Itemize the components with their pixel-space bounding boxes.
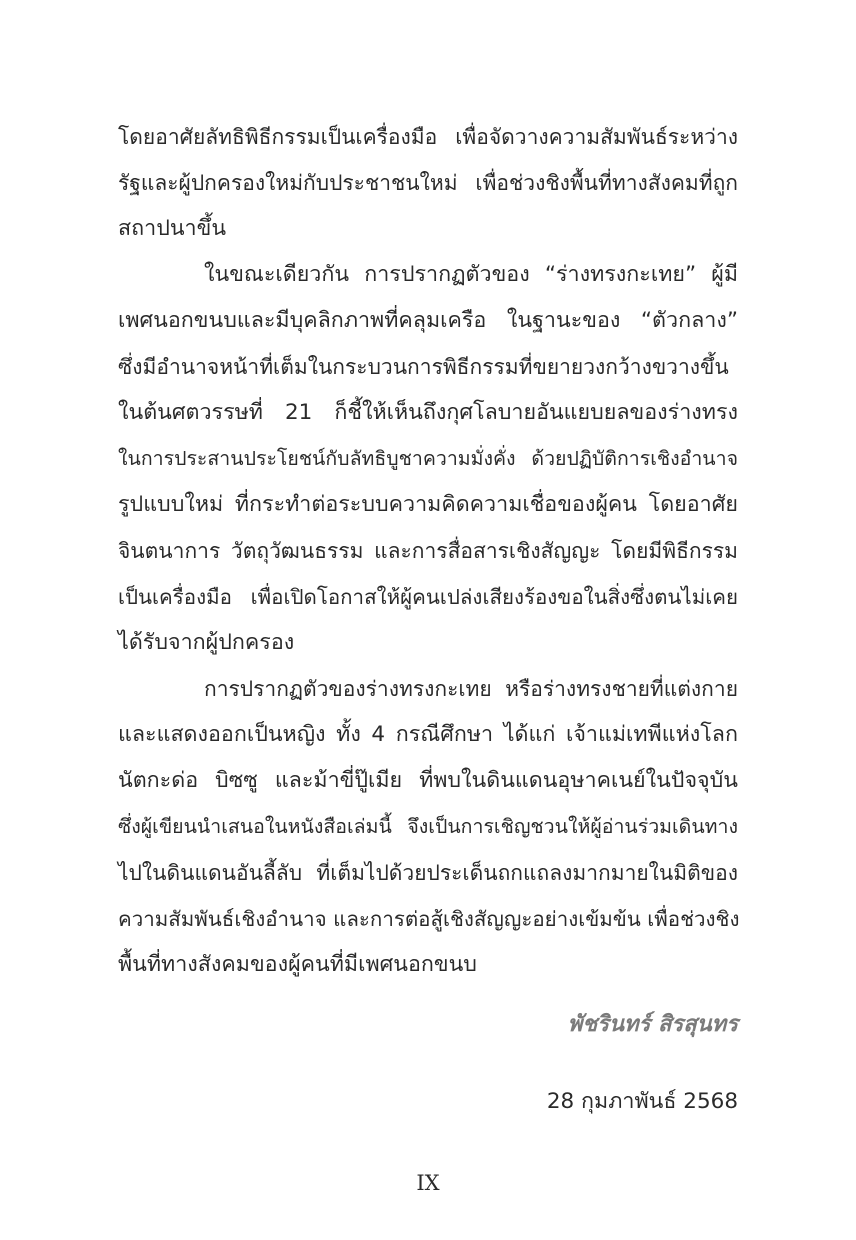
body-line: พื้นที่ทางสังคมของผู้คนที่มีเพศนอกขนบ [118, 952, 477, 977]
body-line: และแสดงออกเป็นหญิง ทั้ง 4 กรณีศึกษา ได้แก่ เจ้าแม่เทพีแห่งโลก [118, 722, 738, 747]
body-line: รัฐและผู้ปกครองใหม่กับประชาชนใหม่ เพื่อช่วงชิงพื้นที่ทางสังคมที่ถูก [118, 171, 738, 195]
body-line: ไปในดินแดนอันลี้ลับ ที่เต็มไปด้วยประเด็นถกแถลงมากมายในมิติของ [118, 861, 738, 885]
body-line: เป็นเครื่องมือ เพื่อเปิดโอกาสให้ผู้คนเปล่งเสียงร้องขอในสิ่งซึ่งตนไม่เคย [118, 585, 738, 609]
body-line: ซึ่งมีอำนาจหน้าที่เต็มในกระบวนการพิธีกรรมที่ขยายวงกว้างขวางขึ้น [118, 355, 729, 379]
body-line: จินตนาการ วัตถุวัฒนธรรม และการสื่อสารเชิงสัญญะ โดยมีพิธีกรรม [118, 539, 738, 563]
signature-date: 28 กุมภาพันธ์ 2568 [546, 1089, 738, 1114]
page-number: IX [416, 1171, 440, 1195]
body-line: รูปแบบใหม่ ที่กระทำต่อระบบความคิดความเชื่อของผู้คน โดยอาศัย [118, 492, 738, 517]
body-line: โดยอาศัยลัทธิพิธีกรรมเป็นเครื่องมือ เพื่อจัดวางความสัมพันธ์ระหว่าง [118, 125, 738, 149]
body-line: ซึ่งผู้เขียนนำเสนอในหนังสือเล่มนี้ จึงเป็นการเชิญชวนให้ผู้อ่านร่วมเดินทาง [118, 815, 738, 838]
body-line: เพศนอกขนบและมีบุคลิกภาพที่คลุมเครือ ในฐานะของ “ตัวกลาง” [118, 308, 738, 333]
paragraph-first-line: การปรากฏตัวของร่างทรงกะเทย หรือร่างทรงชายที่แต่งกาย [204, 677, 738, 701]
body-line: ในต้นศตวรรษที่ 21 ก็ชี้ให้เห็นถึงกุศโลบายอันแยบยลของร่างทรง [118, 400, 738, 425]
body-line: นัตกะด่อ บิซซู และม้าขี่ปู๊เมีย ที่พบในดินแดนอุษาคเนย์ในปัจจุบัน [118, 768, 738, 793]
paragraph-first-line: ในขณะเดียวกัน การปรากฏตัวของ “ร่างทรงกะเทย” ผู้มี [204, 262, 738, 287]
author-signature: พัชรินทร์ สิรสุนทร [567, 1012, 738, 1037]
body-line: สถาปนาขึ้น [118, 216, 227, 241]
body-line: ในการประสานประโยชน์กับลัทธิบูชาความมั่งคั่ง ด้วยปฏิบัติการเชิงอำนาจ [118, 447, 738, 470]
body-line: ได้รับจากผู้ปกครอง [118, 630, 295, 655]
body-line: ความสัมพันธ์เชิงอำนาจ และการต่อสู้เชิงสัญญะอย่างเข้มข้น เพื่อช่วงชิง [118, 907, 740, 931]
